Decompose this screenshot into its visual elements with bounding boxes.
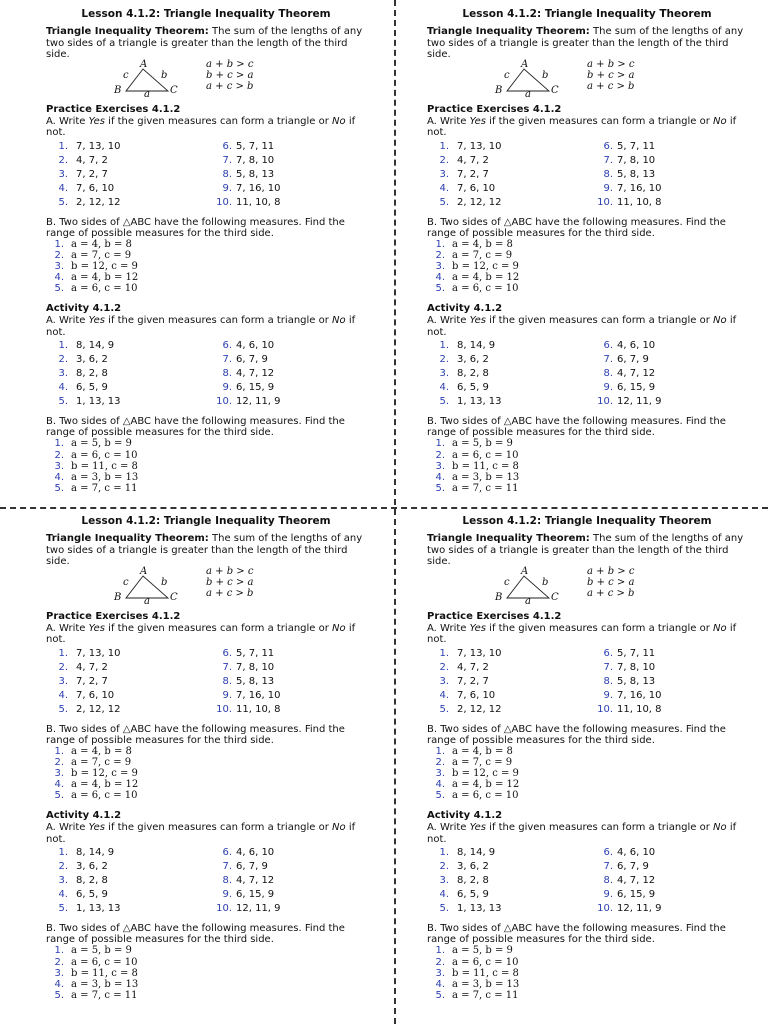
list-item: 6. 5, 7, 11 [222,647,275,659]
list-item: 2. a = 6, c = 10 [54,449,138,461]
list-item: 2. a = 7, c = 9 [54,756,132,768]
triangle-diagram [114,58,194,101]
list-item: 9. 6, 15, 9 [222,889,275,901]
list-item: 9. 6, 15, 9 [603,889,656,901]
list-item: 4. a = 4, b = 12 [54,272,139,284]
theorem-label: Triangle Inequality Theorem: [427,533,590,544]
list-item: 1. 7, 13, 10 [58,647,121,659]
list-item: 4. 6, 5, 9 [439,889,489,901]
activity-part-b-instructions: B. Two sides of △ABC have the following measures. Find the range of possible measures for the third side. [427,923,726,946]
side-b-label: b [542,576,549,588]
list-item: 9. 6, 15, 9 [603,382,656,394]
list-item: 3. b = 12, c = 9 [435,767,519,779]
activity-part-a-items [46,846,366,917]
activity-heading: Activity 4.1.2 [427,303,503,315]
list-item: 5. a = 7, c = 11 [54,990,138,1002]
list-item: 5. a = 6, c = 10 [54,283,138,295]
inequality-2: b + c > a [587,576,635,588]
side-b-label: b [161,576,168,588]
list-item: 8. 4, 7, 12 [603,875,656,887]
list-item: 4. 7, 6, 10 [439,689,496,701]
list-item: 3. 7, 2, 7 [58,168,108,180]
activity-part-b-items [54,438,366,494]
practice-part-a-items [427,647,747,718]
list-item: 8. 5, 8, 13 [603,675,656,687]
list-item: 7. 7, 8, 10 [222,154,275,166]
list-item: 10. 12, 11, 9 [216,903,281,915]
practice-part-a-items [46,647,366,718]
list-item: 8. 4, 7, 12 [222,875,275,887]
list-item: 3. b = 12, c = 9 [54,260,138,272]
list-item: 4. a = 4, b = 12 [54,779,139,791]
list-item: 7. 6, 7, 9 [222,861,268,873]
list-item: 8. 5, 8, 13 [222,168,275,180]
lesson-title: Lesson 4.1.2: Triangle Inequality Theorem [81,515,331,527]
list-item: 5. 2, 12, 12 [58,703,121,715]
side-b-label: b [161,69,168,81]
list-item: 5. 1, 13, 13 [439,903,502,915]
list-item: 1. a = 4, b = 8 [54,238,132,250]
list-item: 9. 7, 16, 10 [222,182,281,194]
side-c-label: c [504,576,510,588]
practice-part-b-instructions: B. Two sides of △ABC have the following measures. Find the range of possible measures for the third side. [46,723,345,746]
list-item: 5. 2, 12, 12 [439,196,502,208]
list-item: 8. 4, 7, 12 [222,368,275,380]
practice-part-a-items [427,140,747,211]
vertex-a-label: A [521,565,529,577]
activity-part-b-items [435,438,747,494]
triangle-diagram [114,565,194,608]
practice-part-b-items [435,239,747,295]
inequality-list [206,59,253,92]
list-item: 3. 8, 2, 8 [58,368,108,380]
list-item: 7. 6, 7, 9 [222,354,268,366]
inequality-list [587,59,634,92]
theorem-text: The sum of the lengths of any two sides of a triangle is greater than the length of the third side. [46,26,363,60]
list-item: 5. a = 6, c = 10 [54,790,138,802]
vertex-b-label: B [495,591,503,603]
list-item: 10. 12, 11, 9 [597,903,662,915]
list-item: 3. 8, 2, 8 [439,368,489,380]
list-item: 4. 7, 6, 10 [439,182,496,194]
inequality-1: a + b > c [587,58,635,70]
list-item: 4. 6, 5, 9 [58,382,108,394]
list-item: 5. a = 7, c = 11 [54,483,138,495]
practice-part-a-instructions: A. Write Yes if the given measures can form a triangle or No if not. [427,622,737,645]
practice-heading: Practice Exercises 4.1.2 [427,103,562,115]
list-item: 5. 1, 13, 13 [439,396,502,408]
theorem-statement [46,533,366,568]
list-item: 1. 7, 13, 10 [439,647,502,659]
inequality-3: a + c > b [206,80,254,92]
theorem-label: Triangle Inequality Theorem: [46,26,209,37]
list-item: 1. a = 4, b = 8 [435,238,513,250]
vertex-b-label: B [114,84,122,96]
theorem-text: The sum of the lengths of any two sides of a triangle is greater than the length of the third side. [427,26,744,60]
list-item: 7. 6, 7, 9 [603,354,649,366]
list-item: 4. a = 4, b = 12 [435,779,520,791]
activity-part-a-instructions: A. Write Yes if the given measures can form a triangle or No if not. [427,315,737,338]
list-item: 3. 7, 2, 7 [439,675,489,687]
list-item: 4. a = 3, b = 13 [54,979,139,990]
side-b-label: b [542,69,549,81]
practice-heading: Practice Exercises 4.1.2 [427,610,562,622]
list-item: 4. 6, 5, 9 [58,889,108,901]
list-item: 3. b = 11, c = 8 [54,967,138,979]
inequality-list [587,566,634,599]
activity-heading: Activity 4.1.2 [46,303,122,315]
list-item: 6. 4, 6, 10 [603,847,656,859]
practice-part-b-items [54,746,366,802]
list-item: 6. 4, 6, 10 [222,340,275,352]
list-item: 5. 1, 13, 13 [58,396,121,408]
side-c-label: c [123,69,129,81]
list-item: 4. a = 4, b = 12 [435,272,520,284]
triangle-diagram [495,58,575,101]
vertex-c-label: C [170,84,178,96]
practice-part-b-instructions: B. Two sides of △ABC have the following measures. Find the range of possible measures for the third side. [46,216,345,239]
vertex-c-label: C [551,591,559,603]
worksheet-bottom-left [46,513,366,1013]
practice-part-a-instructions: A. Write Yes if the given measures can form a triangle or No if not. [46,115,356,138]
side-a-label: a [525,595,531,607]
list-item: 2. 3, 6, 2 [58,354,108,366]
list-item: 8. 4, 7, 12 [603,368,656,380]
worksheet-top-right [427,6,747,506]
list-item: 9. 7, 16, 10 [222,689,281,701]
inequality-1: a + b > c [587,565,635,577]
list-item: 6. 4, 6, 10 [222,847,275,859]
vertex-c-label: C [551,84,559,96]
list-item: 2. 4, 7, 2 [58,154,108,166]
list-item: 9. 6, 15, 9 [222,382,275,394]
list-item: 1. 8, 14, 9 [439,340,496,352]
activity-heading: Activity 4.1.2 [427,810,503,822]
list-item: 1. a = 5, b = 9 [435,945,513,957]
list-item: 1. a = 4, b = 8 [54,745,132,757]
practice-part-b-items [435,746,747,802]
activity-part-a-items [427,846,747,917]
activity-part-a-instructions: A. Write Yes if the given measures can form a triangle or No if not. [46,822,356,845]
practice-heading: Practice Exercises 4.1.2 [46,610,181,622]
list-item: 4. 7, 6, 10 [58,689,115,701]
list-item: 8. 5, 8, 13 [603,168,656,180]
list-item: 2. a = 7, c = 9 [435,249,513,261]
list-item: 5. a = 6, c = 10 [435,283,519,295]
list-item: 2. 4, 7, 2 [439,661,489,673]
theorem-text: The sum of the lengths of any two sides of a triangle is greater than the length of the third side. [46,533,363,567]
worksheet-bottom-right [427,513,747,1013]
list-item: 1. 7, 13, 10 [439,140,502,152]
list-item: 7. 7, 8, 10 [603,661,656,673]
vertex-c-label: C [170,591,178,603]
triangle-diagram [495,565,575,608]
activity-part-a-instructions: A. Write Yes if the given measures can form a triangle or No if not. [46,315,356,338]
lesson-title: Lesson 4.1.2: Triangle Inequality Theorem [462,515,712,527]
theorem-statement [427,533,747,568]
list-item: 1. a = 5, b = 9 [54,438,132,450]
list-item: 1. a = 4, b = 8 [435,745,513,757]
inequality-list [206,566,253,599]
list-item: 2. a = 7, c = 9 [54,249,132,261]
list-item: 6. 4, 6, 10 [603,340,656,352]
vertex-b-label: B [495,84,503,96]
list-item: 5. 2, 12, 12 [439,703,502,715]
list-item: 9. 7, 16, 10 [603,182,662,194]
activity-part-a-items [46,339,366,410]
list-item: 4. a = 3, b = 13 [435,979,520,990]
list-item: 3. b = 11, c = 8 [54,460,138,472]
list-item: 10. 11, 10, 8 [597,703,662,715]
vertex-a-label: A [521,58,529,70]
list-item: 4. a = 3, b = 13 [435,472,520,483]
list-item: 10. 11, 10, 8 [216,703,281,715]
list-item: 3. b = 12, c = 9 [54,767,138,779]
inequality-2: b + c > a [206,69,254,81]
list-item: 5. a = 7, c = 11 [435,483,519,495]
practice-part-a-items [46,140,366,211]
side-c-label: c [123,576,129,588]
inequality-3: a + c > b [206,587,254,599]
list-item: 2. 4, 7, 2 [58,661,108,673]
list-item: 6. 5, 7, 11 [222,140,275,152]
lesson-title: Lesson 4.1.2: Triangle Inequality Theorem [462,8,712,20]
activity-part-b-instructions: B. Two sides of △ABC have the following measures. Find the range of possible measures for the third side. [427,416,726,439]
list-item: 1. 8, 14, 9 [58,847,115,859]
list-item: 10. 12, 11, 9 [597,396,662,408]
activity-heading: Activity 4.1.2 [46,810,122,822]
theorem-text: The sum of the lengths of any two sides of a triangle is greater than the length of the third side. [427,533,744,567]
practice-part-b-instructions: B. Two sides of △ABC have the following measures. Find the range of possible measures for the third side. [427,723,726,746]
list-item: 7. 6, 7, 9 [603,861,649,873]
triangle-figure [427,565,747,608]
list-item: 3. 7, 2, 7 [58,675,108,687]
list-item: 6. 5, 7, 11 [603,647,656,659]
list-item: 9. 7, 16, 10 [603,689,662,701]
list-item: 2. a = 7, c = 9 [435,756,513,768]
list-item: 10. 11, 10, 8 [216,196,281,208]
list-item: 5. 1, 13, 13 [58,903,121,915]
practice-part-b-items [54,239,366,295]
list-item: 7. 7, 8, 10 [222,661,275,673]
inequality-2: b + c > a [587,69,635,81]
activity-part-a-items [427,339,747,410]
practice-part-a-instructions: A. Write Yes if the given measures can form a triangle or No if not. [46,622,356,645]
inequality-2: b + c > a [206,576,254,588]
list-item: 4. 7, 6, 10 [58,182,115,194]
list-item: 2. 4, 7, 2 [439,154,489,166]
theorem-statement [427,26,747,61]
list-item: 3. b = 11, c = 8 [435,967,519,979]
list-item: 8. 5, 8, 13 [222,675,275,687]
list-item: 7. 7, 8, 10 [603,154,656,166]
list-item: 1. a = 5, b = 9 [54,945,132,957]
practice-part-a-instructions: A. Write Yes if the given measures can form a triangle or No if not. [427,115,737,138]
side-a-label: a [144,595,150,607]
list-item: 1. 8, 14, 9 [439,847,496,859]
list-item: 2. a = 6, c = 10 [435,956,519,968]
list-item: 1. 8, 14, 9 [58,340,115,352]
theorem-label: Triangle Inequality Theorem: [46,533,209,544]
list-item: 2. 3, 6, 2 [439,354,489,366]
practice-heading: Practice Exercises 4.1.2 [46,103,181,115]
activity-part-b-items [435,945,747,1001]
vertex-a-label: A [140,565,148,577]
horizontal-cut-line [0,507,768,509]
vertex-b-label: B [114,591,122,603]
list-item: 3. b = 11, c = 8 [435,460,519,472]
list-item: 5. 2, 12, 12 [58,196,121,208]
side-a-label: a [144,88,150,100]
vertex-a-label: A [140,58,148,70]
theorem-statement [46,26,366,61]
list-item: 5. a = 7, c = 11 [435,990,519,1002]
side-a-label: a [525,88,531,100]
inequality-3: a + c > b [587,80,635,92]
activity-part-a-instructions: A. Write Yes if the given measures can form a triangle or No if not. [427,822,737,845]
list-item: 10. 11, 10, 8 [597,196,662,208]
list-item: 6. 5, 7, 11 [603,140,656,152]
activity-part-b-instructions: B. Two sides of △ABC have the following measures. Find the range of possible measures for the third side. [46,416,345,439]
list-item: 5. a = 6, c = 10 [435,790,519,802]
practice-part-b-instructions: B. Two sides of △ABC have the following measures. Find the range of possible measures for the third side. [427,216,726,239]
inequality-3: a + c > b [587,587,635,599]
activity-part-b-items [54,945,366,1001]
triangle-figure [46,58,366,101]
list-item: 10. 12, 11, 9 [216,396,281,408]
vertical-cut-line [394,0,396,1024]
list-item: 3. 8, 2, 8 [439,875,489,887]
list-item: 2. 3, 6, 2 [58,861,108,873]
inequality-1: a + b > c [206,565,254,577]
side-c-label: c [504,69,510,81]
list-item: 2. a = 6, c = 10 [435,449,519,461]
inequality-1: a + b > c [206,58,254,70]
lesson-title: Lesson 4.1.2: Triangle Inequality Theorem [81,8,331,20]
list-item: 4. 6, 5, 9 [439,382,489,394]
list-item: 2. 3, 6, 2 [439,861,489,873]
list-item: 2. a = 6, c = 10 [54,956,138,968]
activity-part-b-instructions: B. Two sides of △ABC have the following measures. Find the range of possible measures for the third side. [46,923,345,946]
worksheet-top-left [46,6,366,506]
list-item: 3. 8, 2, 8 [58,875,108,887]
list-item: 3. 7, 2, 7 [439,168,489,180]
triangle-figure [46,565,366,608]
list-item: 3. b = 12, c = 9 [435,260,519,272]
triangle-figure [427,58,747,101]
theorem-label: Triangle Inequality Theorem: [427,26,590,37]
list-item: 4. a = 3, b = 13 [54,472,139,483]
list-item: 1. a = 5, b = 9 [435,438,513,450]
list-item: 1. 7, 13, 10 [58,140,121,152]
